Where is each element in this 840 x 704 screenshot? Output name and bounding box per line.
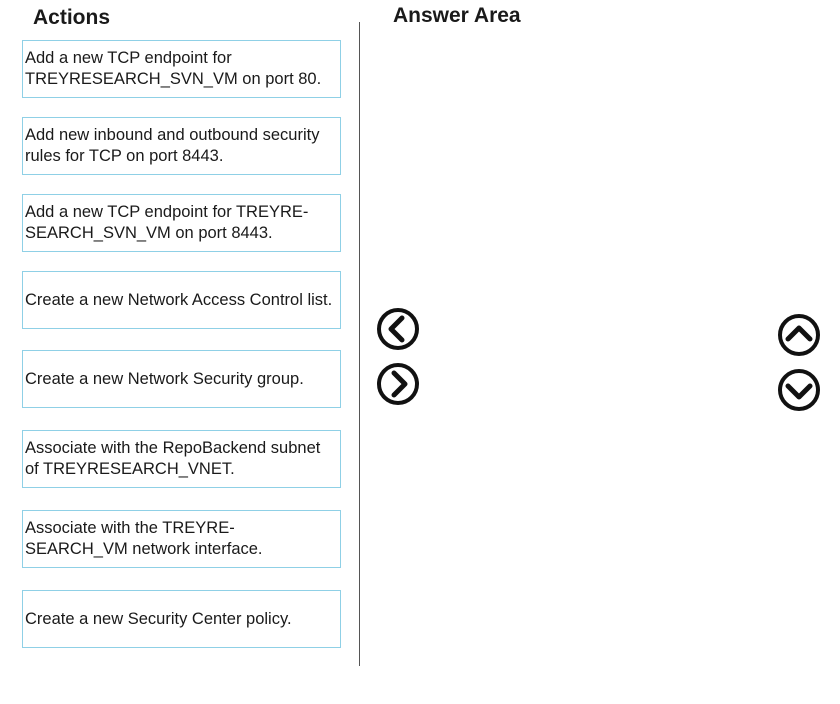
action-item-label: Create a new Network Security group.	[25, 369, 304, 388]
chevron-down-circle-icon	[777, 368, 821, 412]
action-item[interactable]	[22, 350, 341, 408]
action-item-label: Create a new Security Center policy.	[25, 609, 292, 628]
action-item-label: Add a new TCP endpoint for TREYRESEARCH_SVN_VM on port 80.	[25, 49, 322, 88]
move-up-button[interactable]	[777, 313, 821, 357]
action-item[interactable]	[22, 117, 341, 175]
chevron-left-circle-icon	[376, 307, 420, 351]
answer-area-heading: Answer Area	[393, 4, 521, 27]
panel-divider	[359, 22, 360, 666]
action-item[interactable]	[22, 510, 341, 568]
answer-area[interactable]	[365, 40, 835, 660]
action-item[interactable]	[22, 430, 341, 488]
action-item-label: Add a new TCP endpoint for TREYRE-SEARCH_SVN_VM on port 8443.	[25, 203, 309, 242]
move-left-button[interactable]	[376, 307, 420, 351]
action-item-label: Create a new Network Access Control list.	[25, 290, 333, 309]
action-item[interactable]	[22, 194, 341, 252]
action-item-label: Associate with the RepoBackend subnet of TREYRESEARCH_VNET.	[25, 439, 321, 478]
action-item-label: Add new inbound and outbound security rules for TCP on port 8443.	[25, 126, 320, 165]
chevron-up-circle-icon	[777, 313, 821, 357]
action-item[interactable]	[22, 40, 341, 98]
action-item-label: Associate with the TREYRE-SEARCH_VM network interface.	[25, 519, 263, 558]
chevron-right-circle-icon	[376, 362, 420, 406]
actions-heading: Actions	[33, 6, 111, 29]
move-down-button[interactable]	[777, 368, 821, 412]
move-right-button[interactable]	[376, 362, 420, 406]
action-item[interactable]	[22, 271, 341, 329]
action-item[interactable]	[22, 590, 341, 648]
